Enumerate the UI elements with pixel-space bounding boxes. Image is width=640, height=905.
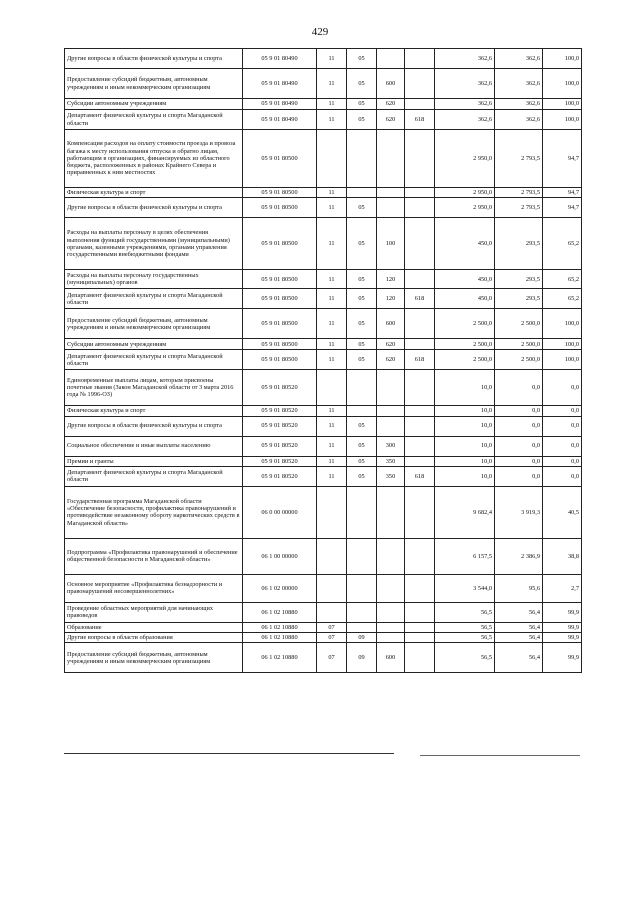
table-row — [65, 622, 582, 632]
cell-target-code: 05 9 01 80520 — [243, 416, 317, 436]
cell-percent: 99,9 — [543, 622, 582, 632]
cell-executed: 2 793,5 — [495, 198, 543, 218]
table-row — [65, 350, 582, 370]
cell-administrator — [405, 198, 435, 218]
cell-executed: 0,0 — [495, 456, 543, 466]
cell-executed: 362,6 — [495, 49, 543, 69]
cell-percent: 0,0 — [543, 436, 582, 456]
cell-expense-type: 600 — [377, 309, 405, 339]
cell-target-code: 05 9 01 80500 — [243, 130, 317, 188]
cell-name: Физическая культура и спорт — [65, 406, 243, 416]
cell-executed: 56,4 — [495, 622, 543, 632]
cell-administrator — [405, 339, 435, 350]
cell-section: 07 — [317, 622, 347, 632]
cell-planned: 2 500,0 — [435, 309, 495, 339]
cell-expense-type — [377, 486, 405, 538]
cell-expense-type — [377, 602, 405, 622]
cell-subsection: 05 — [347, 99, 377, 110]
cell-name: Другие вопросы в области физической культуры и спорта — [65, 49, 243, 69]
cell-executed: 2 500,0 — [495, 339, 543, 350]
cell-section: 11 — [317, 289, 347, 309]
cell-subsection: 05 — [347, 289, 377, 309]
cell-expense-type — [377, 574, 405, 602]
cell-executed: 293,5 — [495, 289, 543, 309]
cell-subsection: 05 — [347, 69, 377, 99]
cell-target-code: 06 1 02 10880 — [243, 602, 317, 622]
cell-administrator — [405, 309, 435, 339]
cell-section: 11 — [317, 188, 347, 198]
cell-administrator — [405, 370, 435, 406]
cell-planned: 2 950,0 — [435, 198, 495, 218]
cell-subsection — [347, 188, 377, 198]
cell-planned: 56,5 — [435, 602, 495, 622]
cell-name: Департамент физической культуры и спорта Магаданской области — [65, 110, 243, 130]
cell-executed: 293,5 — [495, 270, 543, 289]
cell-target-code: 05 9 01 80520 — [243, 436, 317, 456]
cell-executed: 95,6 — [495, 574, 543, 602]
cell-name: Расходы на выплаты персоналу государственных (муниципальных) органов — [65, 270, 243, 289]
table-row — [65, 643, 582, 673]
cell-target-code: 06 1 00 00000 — [243, 538, 317, 574]
cell-subsection: 09 — [347, 633, 377, 643]
cell-executed: 0,0 — [495, 436, 543, 456]
cell-planned: 10,0 — [435, 456, 495, 466]
cell-percent: 99,9 — [543, 602, 582, 622]
cell-planned: 2 950,0 — [435, 130, 495, 188]
cell-subsection — [347, 574, 377, 602]
cell-percent: 100,0 — [543, 99, 582, 110]
cell-subsection — [347, 486, 377, 538]
cell-planned: 2 950,0 — [435, 188, 495, 198]
cell-administrator — [405, 622, 435, 632]
table-row — [65, 69, 582, 99]
cell-percent: 0,0 — [543, 466, 582, 486]
cell-expense-type: 600 — [377, 643, 405, 673]
budget-table — [64, 48, 582, 673]
cell-target-code: 06 1 02 00000 — [243, 574, 317, 602]
cell-subsection — [347, 602, 377, 622]
cell-section — [317, 574, 347, 602]
cell-subsection: 09 — [347, 643, 377, 673]
cell-name: Предоставление субсидий бюджетным, автономным учреждениям и иным некоммерческим организациям — [65, 69, 243, 99]
cell-planned: 3 544,0 — [435, 574, 495, 602]
cell-executed: 2 793,5 — [495, 130, 543, 188]
cell-expense-type: 120 — [377, 270, 405, 289]
cell-administrator — [405, 49, 435, 69]
cell-target-code: 05 9 01 80500 — [243, 350, 317, 370]
cell-name: Другие вопросы в области физической культуры и спорта — [65, 198, 243, 218]
cell-section: 11 — [317, 218, 347, 270]
table-row — [65, 602, 582, 622]
cell-target-code: 05 9 01 80490 — [243, 110, 317, 130]
cell-expense-type — [377, 633, 405, 643]
table-row — [65, 188, 582, 198]
cell-section: 11 — [317, 416, 347, 436]
cell-expense-type: 600 — [377, 69, 405, 99]
cell-planned: 450,0 — [435, 270, 495, 289]
cell-expense-type: 620 — [377, 350, 405, 370]
cell-percent: 65,2 — [543, 270, 582, 289]
table-body — [65, 49, 582, 673]
cell-expense-type — [377, 622, 405, 632]
cell-administrator — [405, 602, 435, 622]
cell-percent: 40,5 — [543, 486, 582, 538]
cell-target-code: 05 9 01 80490 — [243, 49, 317, 69]
cell-expense-type — [377, 416, 405, 436]
cell-subsection: 05 — [347, 309, 377, 339]
cell-expense-type — [377, 406, 405, 416]
cell-executed: 0,0 — [495, 406, 543, 416]
table-row — [65, 416, 582, 436]
cell-planned: 450,0 — [435, 289, 495, 309]
table-row — [65, 110, 582, 130]
cell-planned: 362,6 — [435, 110, 495, 130]
cell-percent: 65,2 — [543, 289, 582, 309]
cell-section: 07 — [317, 643, 347, 673]
cell-name: Компенсация расходов на оплату стоимости проезда и провоза багажа к месту использования отпуска и обратно лицам, работающим в организациях, финансируемых из областного бюджета, расположенных в районах Крайнего Севера и приравненных к ним местностях — [65, 130, 243, 188]
cell-administrator — [405, 633, 435, 643]
cell-executed: 362,6 — [495, 110, 543, 130]
cell-expense-type — [377, 198, 405, 218]
cell-planned: 10,0 — [435, 370, 495, 406]
table-row — [65, 49, 582, 69]
cell-section: 11 — [317, 406, 347, 416]
cell-percent: 94,7 — [543, 188, 582, 198]
cell-expense-type — [377, 188, 405, 198]
cell-percent: 65,2 — [543, 218, 582, 270]
table-row — [65, 198, 582, 218]
cell-executed: 0,0 — [495, 370, 543, 406]
cell-percent: 100,0 — [543, 69, 582, 99]
cell-percent: 100,0 — [543, 49, 582, 69]
cell-administrator — [405, 456, 435, 466]
cell-planned: 9 682,4 — [435, 486, 495, 538]
cell-name: Другие вопросы в области физической культуры и спорта — [65, 416, 243, 436]
cell-administrator — [405, 406, 435, 416]
table-row — [65, 309, 582, 339]
table-row — [65, 339, 582, 350]
cell-expense-type: 620 — [377, 110, 405, 130]
cell-target-code: 05 9 01 80490 — [243, 69, 317, 99]
table-row — [65, 406, 582, 416]
cell-percent: 100,0 — [543, 339, 582, 350]
cell-target-code: 05 9 01 80520 — [243, 370, 317, 406]
cell-expense-type — [377, 538, 405, 574]
table-row — [65, 218, 582, 270]
cell-target-code: 05 9 01 80500 — [243, 218, 317, 270]
cell-target-code: 06 1 02 10880 — [243, 633, 317, 643]
footer-rule — [64, 753, 394, 754]
cell-expense-type — [377, 130, 405, 188]
cell-planned: 2 500,0 — [435, 350, 495, 370]
cell-section: 11 — [317, 110, 347, 130]
cell-administrator — [405, 538, 435, 574]
cell-executed: 56,4 — [495, 602, 543, 622]
cell-name: Образование — [65, 622, 243, 632]
cell-administrator — [405, 188, 435, 198]
cell-planned: 362,6 — [435, 99, 495, 110]
cell-percent: 2,7 — [543, 574, 582, 602]
cell-expense-type: 350 — [377, 456, 405, 466]
page-number: 429 — [311, 26, 329, 38]
table-row — [65, 538, 582, 574]
cell-executed: 362,6 — [495, 99, 543, 110]
cell-subsection: 05 — [347, 339, 377, 350]
table-row — [65, 130, 582, 188]
cell-planned: 362,6 — [435, 69, 495, 99]
cell-administrator — [405, 218, 435, 270]
cell-name: Департамент физической культуры и спорта Магаданской области — [65, 350, 243, 370]
cell-executed: 56,4 — [495, 643, 543, 673]
cell-subsection — [347, 622, 377, 632]
cell-name: Единовременные выплаты лицам, которым присвоены почетные звания (Закон Магаданской области от 3 марта 2016 года № 1996-ОЗ) — [65, 370, 243, 406]
cell-expense-type: 620 — [377, 99, 405, 110]
cell-target-code: 05 9 01 80500 — [243, 198, 317, 218]
table-row — [65, 370, 582, 406]
cell-subsection: 05 — [347, 350, 377, 370]
cell-planned: 450,0 — [435, 218, 495, 270]
table-row — [65, 270, 582, 289]
cell-section — [317, 602, 347, 622]
cell-administrator: 618 — [405, 350, 435, 370]
cell-expense-type: 620 — [377, 339, 405, 350]
cell-subsection — [347, 130, 377, 188]
cell-section: 11 — [317, 436, 347, 456]
cell-planned: 10,0 — [435, 436, 495, 456]
cell-percent: 100,0 — [543, 309, 582, 339]
cell-target-code: 06 1 02 10880 — [243, 622, 317, 632]
cell-executed: 2 386,9 — [495, 538, 543, 574]
table-row — [65, 633, 582, 643]
cell-target-code: 05 9 01 80490 — [243, 99, 317, 110]
cell-administrator — [405, 69, 435, 99]
cell-section: 11 — [317, 309, 347, 339]
cell-executed: 2 793,5 — [495, 188, 543, 198]
cell-section: 11 — [317, 339, 347, 350]
cell-planned: 56,5 — [435, 622, 495, 632]
cell-planned: 56,5 — [435, 643, 495, 673]
cell-planned: 10,0 — [435, 466, 495, 486]
cell-subsection: 05 — [347, 436, 377, 456]
cell-name: Расходы на выплаты персоналу в целях обеспечения выполнения функций государственными (муниципальными) органами, казенными учреждениями, органами управления государственными внебюджетными фондами — [65, 218, 243, 270]
cell-subsection — [347, 538, 377, 574]
cell-section — [317, 486, 347, 538]
table-row — [65, 466, 582, 486]
table-row — [65, 456, 582, 466]
cell-subsection — [347, 406, 377, 416]
table-row — [65, 574, 582, 602]
cell-percent: 0,0 — [543, 370, 582, 406]
cell-administrator — [405, 130, 435, 188]
cell-section: 11 — [317, 456, 347, 466]
cell-administrator: 618 — [405, 289, 435, 309]
cell-name: Премии и гранты — [65, 456, 243, 466]
cell-section: 11 — [317, 69, 347, 99]
cell-planned: 56,5 — [435, 633, 495, 643]
cell-target-code: 05 9 01 80500 — [243, 309, 317, 339]
cell-subsection: 05 — [347, 456, 377, 466]
cell-percent: 94,7 — [543, 198, 582, 218]
cell-expense-type: 100 — [377, 218, 405, 270]
cell-executed: 56,4 — [495, 633, 543, 643]
cell-section — [317, 538, 347, 574]
cell-percent: 100,0 — [543, 110, 582, 130]
cell-percent: 0,0 — [543, 456, 582, 466]
cell-planned: 362,6 — [435, 49, 495, 69]
cell-expense-type: 120 — [377, 289, 405, 309]
cell-administrator — [405, 436, 435, 456]
cell-administrator — [405, 643, 435, 673]
cell-administrator — [405, 486, 435, 538]
cell-percent: 0,0 — [543, 416, 582, 436]
cell-target-code: 06 1 02 10880 — [243, 643, 317, 673]
cell-executed: 0,0 — [495, 466, 543, 486]
cell-expense-type — [377, 370, 405, 406]
cell-name: Другие вопросы в области образования — [65, 633, 243, 643]
cell-section: 11 — [317, 198, 347, 218]
table-row — [65, 99, 582, 110]
cell-target-code: 06 0 00 00000 — [243, 486, 317, 538]
cell-administrator — [405, 270, 435, 289]
table-row — [65, 486, 582, 538]
cell-expense-type: 300 — [377, 436, 405, 456]
cell-expense-type — [377, 49, 405, 69]
cell-percent: 99,9 — [543, 643, 582, 673]
cell-name: Департамент физической культуры и спорта Магаданской области — [65, 466, 243, 486]
table-row — [65, 289, 582, 309]
cell-name: Проведение областных мероприятий для начинающих правоведов — [65, 602, 243, 622]
cell-target-code: 05 9 01 80520 — [243, 466, 317, 486]
cell-section: 11 — [317, 270, 347, 289]
cell-executed: 3 919,3 — [495, 486, 543, 538]
cell-executed: 2 500,0 — [495, 350, 543, 370]
cell-planned: 10,0 — [435, 406, 495, 416]
cell-name: Подпрограмма «Профилактика правонарушений и обеспечение общественной безопасности в Магаданской области» — [65, 538, 243, 574]
cell-subsection — [347, 370, 377, 406]
cell-name: Основное мероприятие «Профилактика безнадзорности и правонарушений несовершеннолетних» — [65, 574, 243, 602]
cell-section: 11 — [317, 350, 347, 370]
cell-name: Государственная программа Магаданской области «Обеспечение безопасности, профилактика правонарушений и противодействие незаконному обороту наркотических средств в Магаданской области» — [65, 486, 243, 538]
cell-planned: 2 500,0 — [435, 339, 495, 350]
cell-target-code: 05 9 01 80500 — [243, 289, 317, 309]
cell-administrator — [405, 416, 435, 436]
cell-target-code: 05 9 01 80520 — [243, 406, 317, 416]
cell-section — [317, 130, 347, 188]
cell-target-code: 05 9 01 80500 — [243, 188, 317, 198]
cell-percent: 99,9 — [543, 633, 582, 643]
cell-expense-type: 350 — [377, 466, 405, 486]
cell-subsection: 05 — [347, 270, 377, 289]
cell-executed: 293,5 — [495, 218, 543, 270]
cell-section: 11 — [317, 49, 347, 69]
cell-subsection: 05 — [347, 218, 377, 270]
cell-administrator: 618 — [405, 110, 435, 130]
cell-administrator: 618 — [405, 466, 435, 486]
cell-percent: 100,0 — [543, 350, 582, 370]
cell-name: Предоставление субсидий бюджетным, автономным учреждениям и иным некоммерческим организациям — [65, 309, 243, 339]
cell-target-code: 05 9 01 80500 — [243, 270, 317, 289]
cell-subsection: 05 — [347, 110, 377, 130]
table-row — [65, 436, 582, 456]
cell-percent: 38,8 — [543, 538, 582, 574]
cell-planned: 6 157,5 — [435, 538, 495, 574]
cell-administrator — [405, 99, 435, 110]
cell-name: Департамент физической культуры и спорта Магаданской области — [65, 289, 243, 309]
cell-subsection: 05 — [347, 49, 377, 69]
cell-executed: 362,6 — [495, 69, 543, 99]
cell-section: 11 — [317, 466, 347, 486]
cell-section: 07 — [317, 633, 347, 643]
cell-name: Предоставление субсидий бюджетным, автономным учреждениям и иным некоммерческим организациям — [65, 643, 243, 673]
cell-name: Социальное обеспечение и иные выплаты населению — [65, 436, 243, 456]
cell-administrator — [405, 574, 435, 602]
cell-name: Субсидии автономным учреждениям — [65, 339, 243, 350]
cell-subsection: 05 — [347, 466, 377, 486]
cell-subsection: 05 — [347, 416, 377, 436]
cell-planned: 10,0 — [435, 416, 495, 436]
cell-section — [317, 370, 347, 406]
cell-target-code: 05 9 01 80500 — [243, 339, 317, 350]
cell-percent: 94,7 — [543, 130, 582, 188]
cell-subsection: 05 — [347, 198, 377, 218]
cell-executed: 0,0 — [495, 416, 543, 436]
footer-rule-right — [420, 755, 580, 756]
cell-section: 11 — [317, 99, 347, 110]
cell-percent: 0,0 — [543, 406, 582, 416]
cell-target-code: 05 9 01 80520 — [243, 456, 317, 466]
cell-executed: 2 500,0 — [495, 309, 543, 339]
cell-name: Субсидии автономным учреждениям — [65, 99, 243, 110]
cell-name: Физическая культура и спорт — [65, 188, 243, 198]
